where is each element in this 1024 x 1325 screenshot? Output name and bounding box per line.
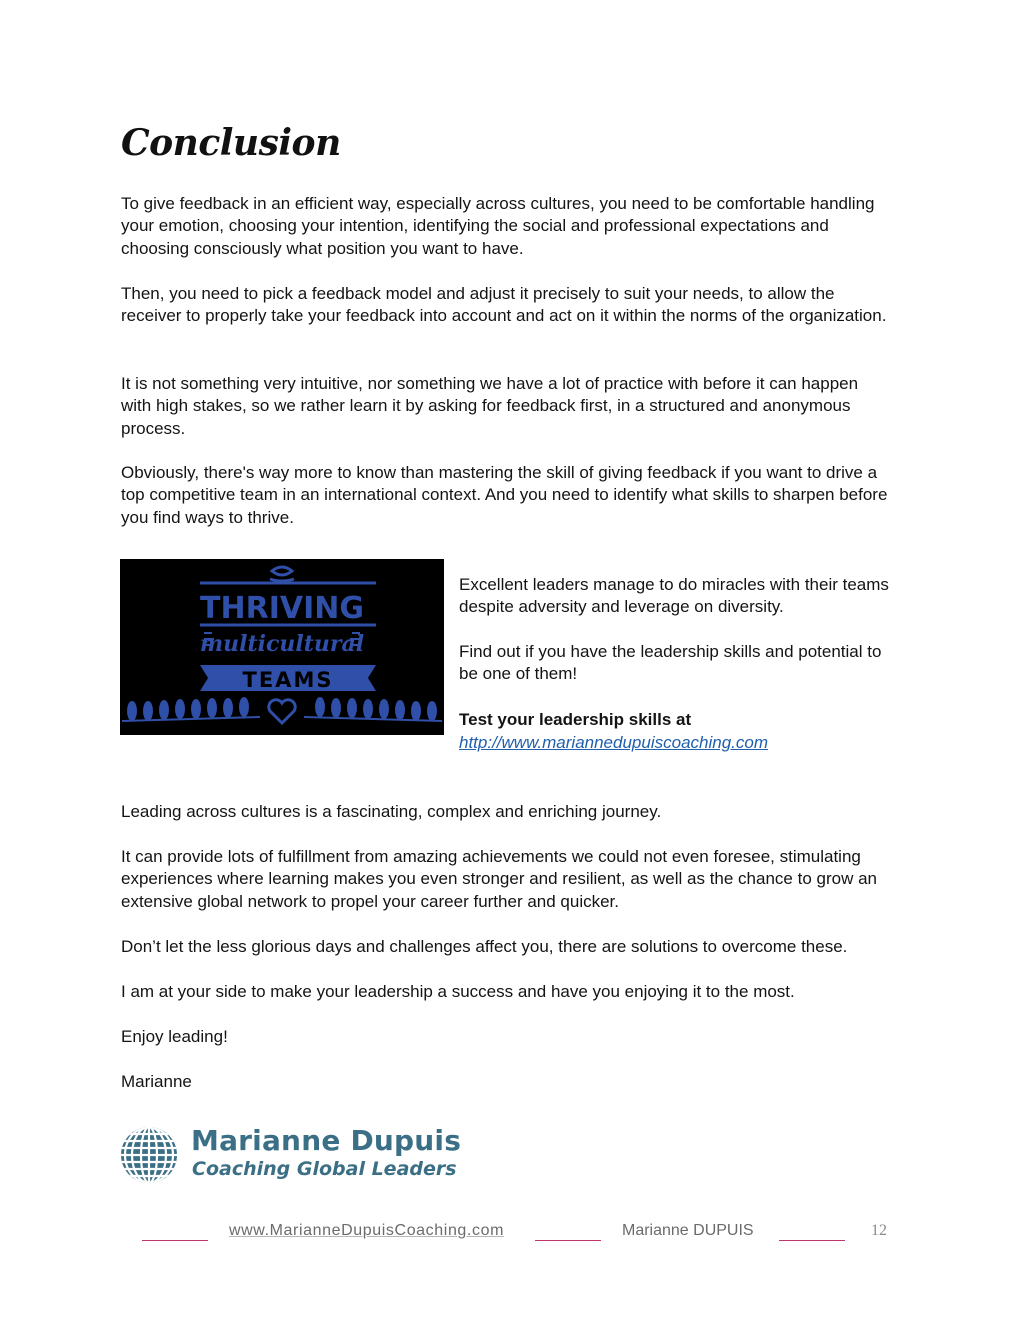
paragraph: Obviously, there's way more to know than mastering the skill of giving feedback if you want to drive a top competitive team in an international context. And you need to identify what skills to sharpen before you find ways to thrive. [121,463,888,527]
logo-name: Marianne Dupuis [191,1124,462,1157]
page-title: Conclusion [121,122,341,164]
thriving-teams-image [120,559,444,735]
image-word-multicultural: multicultural [199,631,365,657]
footer-divider [779,1240,845,1241]
logo-tagline: Coaching Global Leaders [192,1158,457,1180]
paragraph: Don’t let the less glorious days and challenges affect you, there are solutions to overcome these. [121,937,848,956]
website-link[interactable]: http://www.mariannedupuiscoaching.com [459,733,768,752]
image-word-thriving: THRIVING [200,591,364,626]
thriving-teams-graphic [120,559,444,735]
paragraph: To give feedback in an efficient way, especially across cultures, you need to be comfortable handling your emotion, choosing your intention, identifying the social and professional expectations and choosing consciously what position you want to have. [121,194,875,258]
footer-website-link[interactable]: www.MarianneDupuisCoaching.com [229,1222,505,1239]
promo-text: Excellent leaders manage to do miracles with their teams despite adversity and leverage on diversity. [459,575,889,617]
brand-logo [119,1124,462,1186]
page-footer [0,1218,1024,1248]
paragraph: Then, you need to pick a feedback model and adjust it precisely to suit your needs, to allow the receiver to properly take your feedback into account and act on it within the norms of the organization. [121,284,887,326]
footer-divider [535,1240,601,1241]
paragraph: It is not something very intuitive, nor something we have a lot of practice with before it can happen with high stakes, so we rather learn it by asking for feedback first, in a structured and anonymous process. [121,374,859,438]
footer-divider [142,1240,208,1241]
promo-cta: Test your leadership skills at [459,710,692,729]
globe-icon [119,1125,179,1185]
signature-name: Marianne [121,1072,192,1091]
page-number: 12 [871,1222,887,1239]
promo-text: Find out if you have the leadership skills and potential to be one of them! [459,642,882,684]
sign-off: Enjoy leading! [121,1027,228,1046]
footer-author: Marianne DUPUIS [622,1222,754,1239]
paragraph: Leading across cultures is a fascinating, complex and enriching journey. [121,802,662,821]
image-word-teams: TEAMS [242,668,334,692]
paragraph: I am at your side to make your leadership a success and have you enjoying it to the most. [121,982,795,1001]
paragraph: It can provide lots of fulfillment from amazing achievements we could not even foresee, stimulating experiences where learning makes you even stronger and resilient, as well as the chance to grow an extensive global network to propel your career further and quicker. [121,847,877,911]
